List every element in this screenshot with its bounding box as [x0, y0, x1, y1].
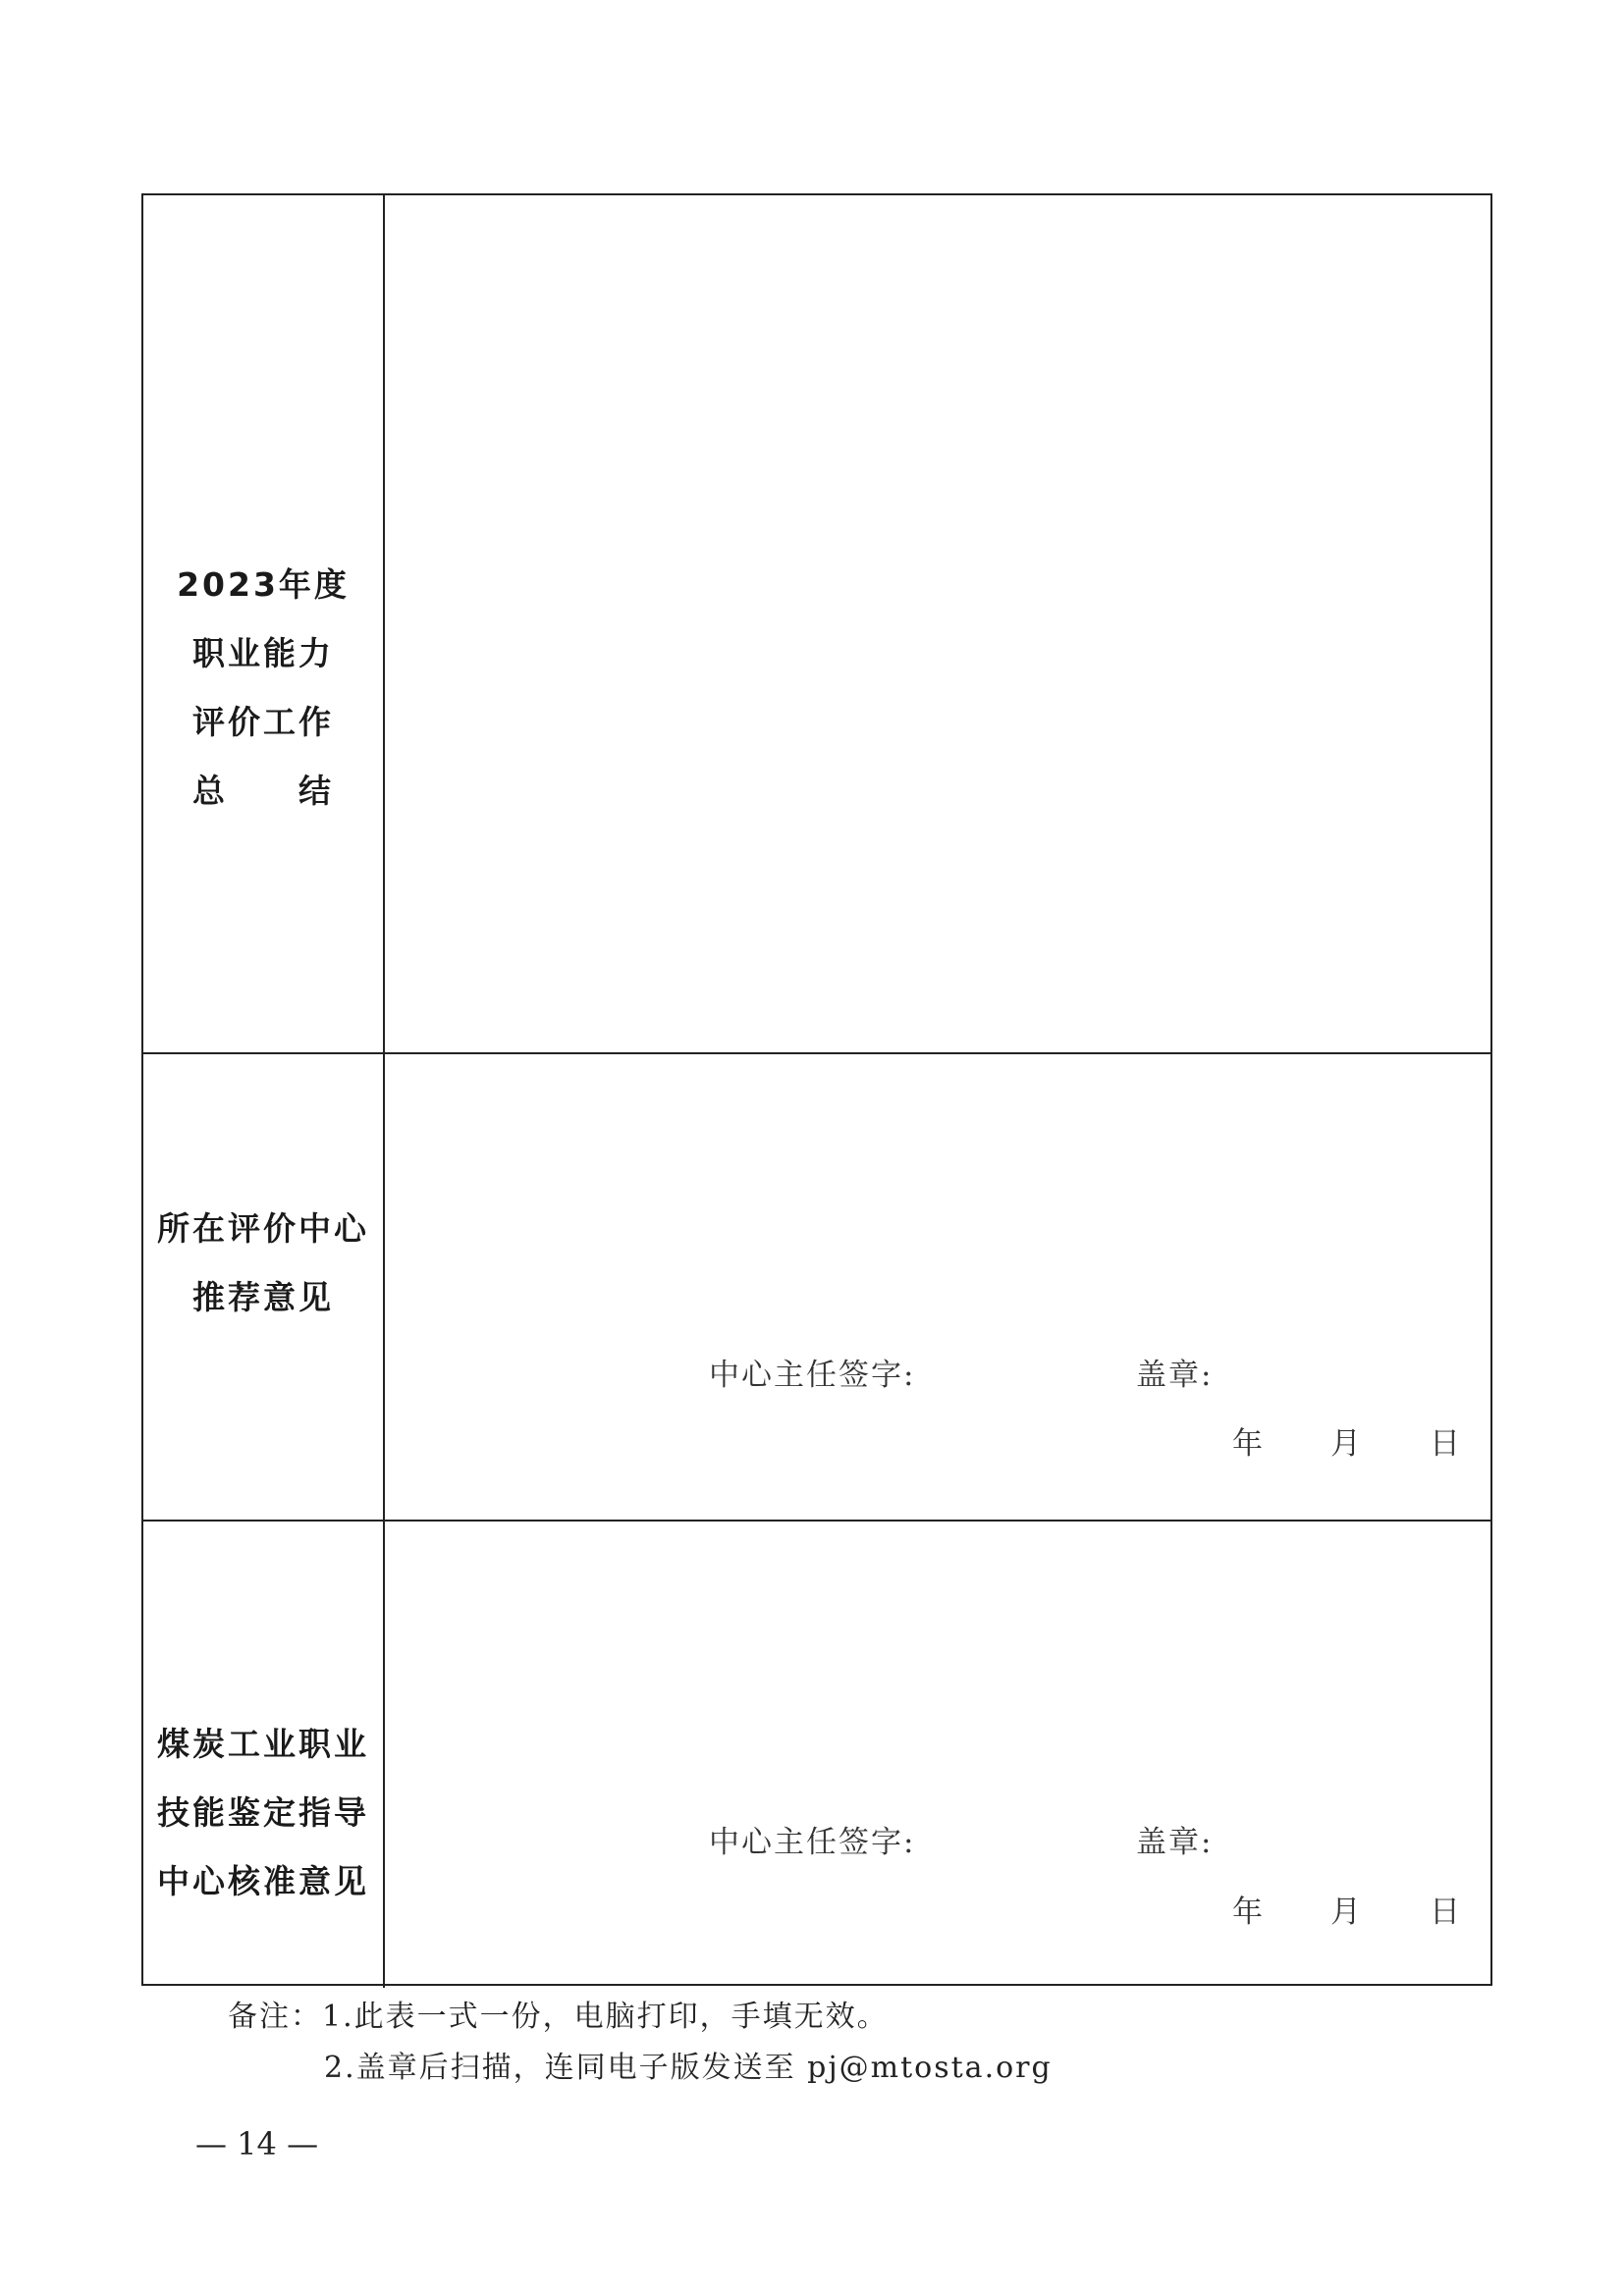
row-label-cell	[143, 195, 385, 1052]
date-day-label: 日	[1430, 1895, 1462, 1930]
annual-summary-label	[143, 551, 383, 826]
form-notes	[228, 1992, 1053, 2094]
date-day-label: 日	[1430, 1426, 1462, 1462]
row-label-cell	[143, 1054, 385, 1520]
label-line: 总 结	[192, 772, 334, 810]
label-line: 中心核准意见	[157, 1862, 369, 1900]
date-month-label: 月	[1330, 1895, 1363, 1930]
seal-label: 盖章:	[1136, 1825, 1214, 1860]
label-line: 技能鉴定指导	[157, 1793, 369, 1832]
approval-input-area[interactable]	[385, 1522, 1490, 1988]
label-line: 职业能力	[192, 634, 334, 672]
date-year-label: 年	[1232, 1895, 1265, 1930]
row-label-cell	[143, 1522, 385, 1988]
director-signature-label: 中心主任签字:	[709, 1825, 916, 1860]
date-year-label: 年	[1232, 1426, 1265, 1462]
seal-label: 盖章:	[1136, 1358, 1214, 1393]
label-line: 煤炭工业职业	[157, 1725, 369, 1763]
application-form-table	[141, 193, 1492, 1986]
label-line: 所在评价中心	[157, 1209, 369, 1248]
annual-summary-input-area[interactable]	[385, 195, 1490, 1052]
approval-label	[143, 1710, 383, 1916]
note-line-1: 备注：1.此表一式一份，电脑打印，手填无效。	[228, 2000, 889, 2034]
label-line: 2023年度	[177, 565, 350, 604]
label-line: 推荐意见	[192, 1278, 334, 1316]
date-month-label: 月	[1330, 1426, 1363, 1462]
page-number: — 14 —	[195, 2125, 319, 2163]
director-signature-label: 中心主任签字:	[709, 1358, 916, 1393]
evaluation-center-recommendation-row	[143, 1052, 1490, 1520]
label-line: 评价工作	[192, 703, 334, 741]
annual-summary-row	[143, 195, 1490, 1052]
guidance-center-approval-row	[143, 1520, 1490, 1988]
recommendation-input-area[interactable]	[385, 1054, 1490, 1520]
recommendation-label	[143, 1195, 383, 1332]
note-line-2: 2.盖章后扫描，连同电子版发送至 pj@mtosta.org	[324, 2051, 1053, 2085]
